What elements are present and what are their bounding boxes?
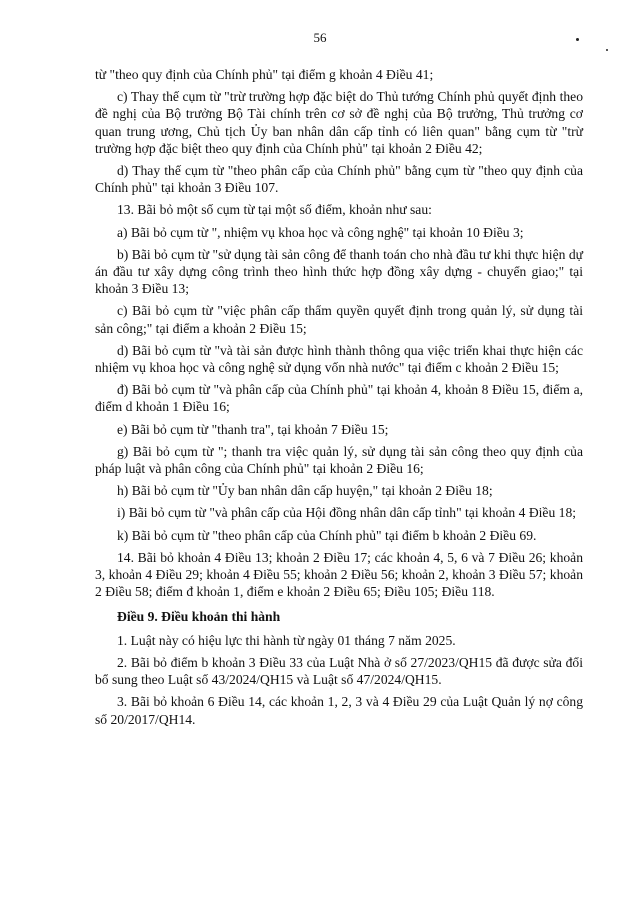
paragraph: b) Bãi bỏ cụm từ "sử dụng tài sản công để thanh toán cho nhà đầu tư khi thực hiện dự án đầu tư xây dựng công trình theo hình thức hợp đồng xây dựng - chuyển giao;" tại khoản 3 Điều 13; [95, 246, 583, 297]
article-heading: Điều 9. Điều khoản thi hành [117, 609, 281, 625]
paragraph: a) Bãi bỏ cụm từ ", nhiệm vụ khoa học và công nghệ" tại khoản 10 Điều 3; [117, 224, 524, 240]
paragraph: 3. Bãi bỏ khoản 6 Điều 14, các khoản 1, 2, 3 và 4 Điều 29 của Luật Quản lý nợ công số 20/2017/QH14. [95, 694, 583, 727]
document-body [95, 66, 583, 733]
paragraph: d) Thay thế cụm từ "theo phân cấp của Chính phủ" bằng cụm từ "theo quy định của Chính phủ" tại khoản 3 Điều 107. [95, 163, 583, 196]
paragraph: e) Bãi bỏ cụm từ "thanh tra", tại khoản 7 Điều 15; [117, 421, 389, 437]
paragraph: 14. Bãi bỏ khoản 4 Điều 13; khoản 2 Điều 17; các khoản 4, 5, 6 và 7 Điều 26; khoản 3, khoản 4 Điều 29; khoản 4 Điều 55; khoản 2 Điều 56; khoản 2, khoản 3 Điều 57; khoản 2 Điều 58; điểm đ khoản 1, điểm e khoản 2 Điều 65; Điều 105; Điều 118. [95, 549, 583, 600]
paragraph: 1. Luật này có hiệu lực thi hành từ ngày 01 tháng 7 năm 2025. [117, 632, 456, 648]
paragraph: g) Bãi bỏ cụm từ "; thanh tra việc quản lý, sử dụng tài sản công theo quy định của pháp luật và phân công của Chính phủ" tại khoản 2 Điều 16; [95, 443, 583, 477]
paragraph: c) Thay thế cụm từ "trừ trường hợp đặc biệt do Thủ tướng Chính phủ quyết định theo đề nghị của Bộ trưởng Bộ Tài chính trên cơ sở đề nghị của Bộ trưởng, Thủ trưởng cơ quan trung ương, Chủ tịch Ủy ban nhân dân cấp tỉnh có liên quan" bằng cụm từ "trừ trường hợp đặc biệt theo quy định của Chính phủ" tại khoản 2 Điều 42; [95, 89, 583, 156]
scan-mark [576, 38, 579, 41]
paragraph: từ "theo quy định của Chính phủ" tại điểm g khoản 4 Điều 41; [95, 67, 434, 82]
paragraph: c) Bãi bỏ cụm từ "việc phân cấp thẩm quyền quyết định trong quản lý, sử dụng tài sản công;" tại điểm a khoản 2 Điều 15; [95, 303, 583, 336]
page-number: 56 [313, 30, 327, 45]
paragraph: 2. Bãi bỏ điểm b khoản 3 Điều 33 của Luật Nhà ở số 27/2023/QH15 đã được sửa đổi bổ sung theo Luật số 43/2024/QH15 và Luật số 47/2024/QH15. [95, 654, 583, 688]
paragraph: i) Bãi bỏ cụm từ "và phân cấp của Hội đồng nhân dân cấp tỉnh" tại khoản 4 Điều 18; [117, 505, 577, 521]
paragraph: h) Bãi bỏ cụm từ "Ủy ban nhân dân cấp huyện," tại khoản 2 Điều 18; [117, 483, 493, 499]
paragraph: đ) Bãi bỏ cụm từ "và phân cấp của Chính phủ" tại khoản 4, khoản 8 Điều 15, điểm a, điểm d khoản 1 Điều 16; [95, 382, 583, 415]
paragraph: d) Bãi bỏ cụm từ "và tài sản được hình thành thông qua việc triển khai thực hiện các nhiệm vụ khoa học và công nghệ sử dụng vốn nhà nước" tại điểm c khoản 2 Điều 15; [95, 342, 583, 376]
paragraph: 13. Bãi bỏ một số cụm từ tại một số điểm, khoản như sau: [117, 202, 432, 218]
paragraph: k) Bãi bỏ cụm từ "theo phân cấp của Chính phủ" tại điểm b khoản 2 Điều 69. [117, 527, 537, 543]
scan-mark [606, 49, 608, 51]
